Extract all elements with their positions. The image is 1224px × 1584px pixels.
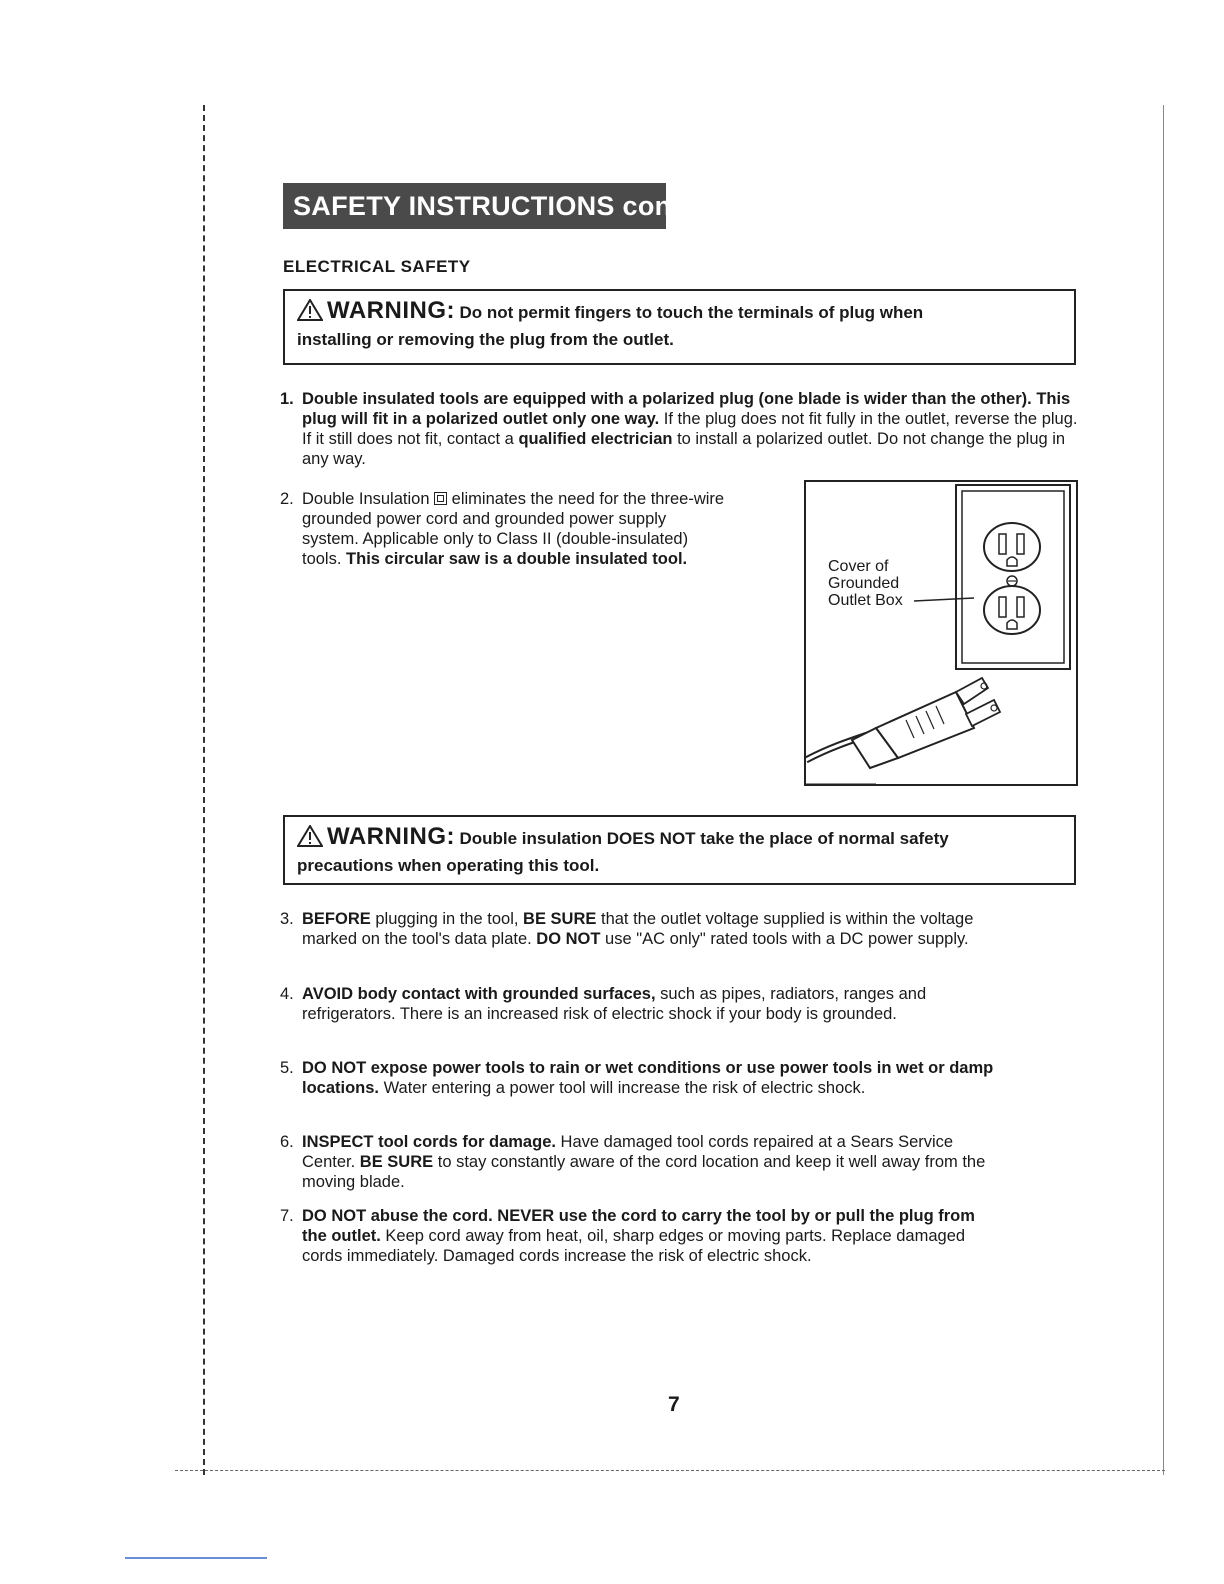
item-number: 4.: [280, 985, 294, 1003]
list-item-6: [280, 1132, 1000, 1192]
item-text: plugging in the tool,: [370, 910, 524, 928]
item-text: Water entering a power tool will increase the risk of electric shock.: [379, 1079, 866, 1097]
item-text: to install a polarized outlet. Do not change the plug in any way.: [302, 430, 1066, 468]
item-bold-text: BEFORE: [302, 910, 371, 928]
figure-callout-label: Cover of Grounded Outlet Box: [828, 558, 903, 609]
item-bold-text: DO NOT expose power tools to rain or wet conditions or use power tools in wet or damp locations.: [302, 1059, 994, 1097]
item-number: 5.: [280, 1059, 294, 1077]
page-number: 7: [668, 1393, 680, 1416]
warning-triangle-icon: [297, 299, 323, 329]
scan-right-edge: [1163, 105, 1164, 1475]
item-number: 1.: [280, 390, 294, 408]
warning-text: Double insulation DOES NOT take the place of normal safety: [459, 829, 949, 848]
item-bold-text: INSPECT tool cords for damage.: [302, 1133, 556, 1151]
item-text: use "AC only" rated tools with a DC power supply.: [600, 930, 969, 948]
item-number: 3.: [280, 910, 294, 928]
warning-text-continued: installing or removing the plug from the outlet.: [297, 330, 674, 349]
item-text: that the outlet voltage supplied is within the voltage marked on the tool's data plate.: [302, 910, 974, 948]
list-item-7: [280, 1206, 1000, 1266]
item-number: 2.: [280, 490, 294, 508]
warning-text-continued: precautions when operating this tool.: [297, 856, 600, 875]
warning-box-plug-terminals: [283, 289, 1076, 365]
double-insulation-icon: [434, 492, 447, 505]
item-bold-text: BE SURE: [523, 910, 597, 928]
list-item-1: [280, 389, 1080, 469]
item-bold-text: Double insulated tools are equipped with a polarized plug (one blade is wider than the other). This plug will fit in a polarized outlet only one way.: [302, 390, 1071, 428]
scan-bottom-edge: [175, 1470, 1165, 1471]
list-item-2: [280, 489, 725, 569]
item-bold-text: DO NOT: [536, 930, 601, 948]
item-bold-text: AVOID body contact with grounded surfaces,: [302, 985, 656, 1003]
item-bold-text: BE SURE: [359, 1153, 434, 1171]
item-bold-text: This circular saw is a double insulated tool.: [346, 550, 688, 568]
item-text: to stay constantly aware of the cord location and keep it well away from the moving blade.: [302, 1153, 986, 1191]
item-text: eliminates the need for the three-wire grounded power cord and grounded power supply system. Applicable only to Class II (double-insulated) tools.: [302, 490, 725, 568]
outlet-plug-illustration: [804, 480, 1078, 786]
item-number: 7.: [280, 1207, 294, 1225]
item-text: Have damaged tool cords repaired at a Sears Service Center.: [302, 1133, 954, 1171]
warning-text: Do not permit fingers to touch the terminals of plug when: [459, 303, 924, 322]
item-text: Double Insulation: [302, 490, 435, 508]
list-item-5: [280, 1058, 1000, 1098]
warning-box-double-insulation: [283, 815, 1076, 885]
list-item-4: [280, 984, 1000, 1024]
item-text: If the plug does not fit fully in the outlet, reverse the plug. If it still does not fit, contact a: [302, 410, 1078, 448]
list-item-3: [280, 909, 1000, 949]
section-banner: SAFETY INSTRUCTIONS cont.: [283, 183, 666, 229]
item-text: Keep cord away from heat, oil, sharp edges or moving parts. Replace damaged cords immediately. Damaged cords increase the risk of electric shock.: [302, 1227, 966, 1265]
item-bold-text: qualified electrician: [518, 430, 673, 448]
item-number: 6.: [280, 1133, 294, 1151]
warning-triangle-icon: [297, 825, 323, 855]
section-title: ELECTRICAL SAFETY: [283, 257, 471, 276]
item-text: such as pipes, radiators, ranges and refrigerators. There is an increased risk of electric shock if your body is grounded.: [302, 985, 927, 1023]
warning-label: WARNING:: [327, 823, 455, 850]
outlet-plug-drawing: [806, 482, 1078, 786]
item-bold-text: DO NOT abuse the cord. NEVER use the cord to carry the tool by or pull the plug from the outlet.: [302, 1207, 975, 1245]
scan-left-edge: [203, 105, 205, 1475]
warning-label: WARNING:: [327, 297, 455, 324]
page-mark-line: [125, 1557, 267, 1559]
